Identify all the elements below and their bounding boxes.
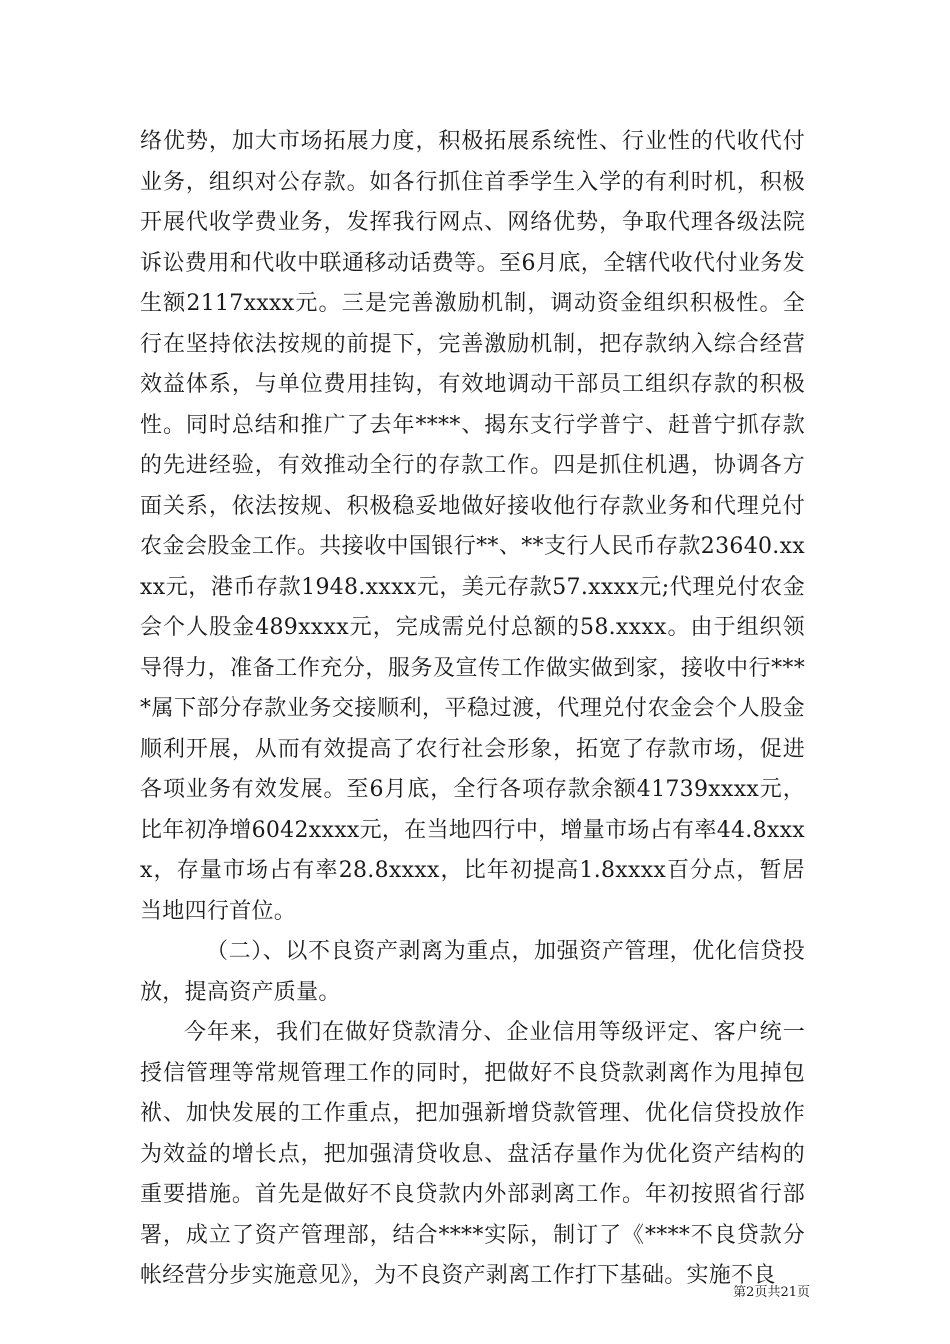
section-heading: （二）、以不良资产剥离为重点，加强资产管理，优化信贷投放，提高资产质量。 xyxy=(140,939,805,1005)
page-number: 第2页共21页 xyxy=(733,1285,810,1300)
body-paragraph: 今年来，我们在做好贷款清分、企业信用等级评定、客户统一授信管理等常规管理工作的同时，把做好不良贷款剥离作为甩掉包袱、加快发展的工作重点，把加强新增贷款管理、优化信贷投放作为效益的增长点，把加强清贷收息、盘活存量作为优化资产结构的重要措施。首先是做好不良贷款内外部剥离工作。年初按照省行部署，成立了资产管理部，结合****实际，制订了《****不良贷款分帐经营分步实施意见》，为不良资产剥离工作打下基础。实施不良 xyxy=(140,1020,805,1288)
body-paragraph: 络优势，加大市场拓展力度，积极拓展系统性、行业性的代收代付业务，组织对公存款。如各行抓住首季学生入学的有利时机，积极开展代收学费业务，发挥我行网点、网络优势，争取代理各级法院诉讼费用和代收中联通移动话费等。至6月底，全辖代收代付业务发生额2117xxxx元。三是完善激励机制，调动资金组织积极性。全行在坚持依法按规的前提下，完善激励机制，把存款纳入综合经营效益体系，与单位费用挂钩，有效地调动干部员工组织存款的积极性。同时总结和推广了去年****、揭东支行学普宁、赶普宁抓存款的先进经验，有效推动全行的存款工作。四是抓住机遇，协调各方面关系，依法按规、积极稳妥地做好接收他行存款业务和代理兑付农金会股金工作。共接收中国银行**、**支行人民币存款23640.xxxx元，港币存款1948.xxxx元，美元存款57.xxxx元;代理兑付农金会个人股金489xxxx元，完成需兑付总额的58.xxxx。由于组织领导得力，准备工作充分，服务及宣传工作做实做到家，接收中行****属下部分存款业务交接顺利，平稳过渡，代理兑付农金会个人股金顺利开展，从而有效提高了农行社会形象，拓宽了存款市场，促进各项业务有效发展。至6月底，全行各项存款余额41739xxxx元，比年初净增6042xxxx元，在当地四行中，增量市场占有率44.8xxxx，存量市场占有率28.8xxxx，比年初提高1.8xxxx百分点，暂居当地四行首位。 xyxy=(140,129,805,924)
document-body xyxy=(140,122,805,1297)
